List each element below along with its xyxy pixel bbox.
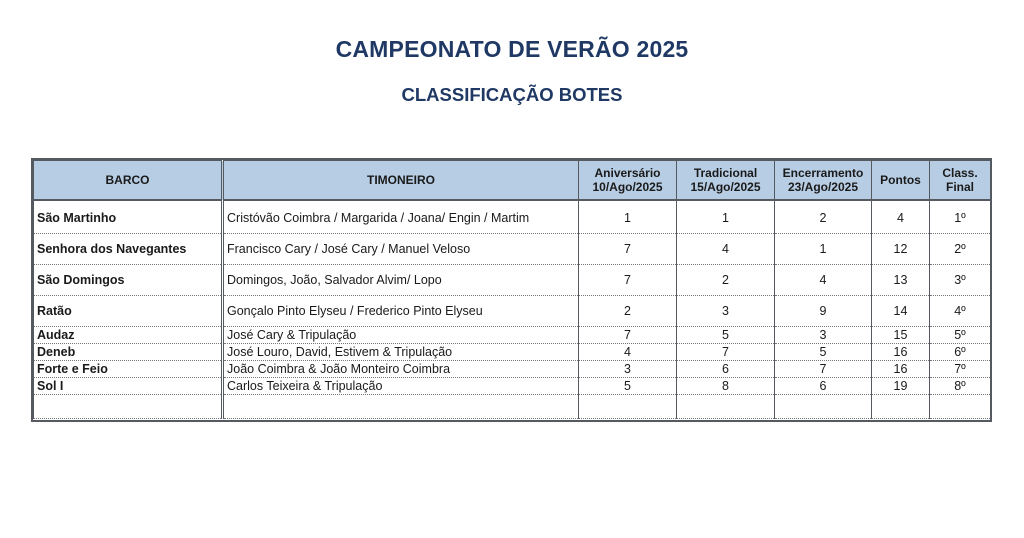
table-header-row (34, 161, 991, 201)
cell-classificacao: 2º (930, 234, 991, 265)
cell-barco: Deneb (34, 344, 223, 361)
cell-timoneiro: José Cary & Tripulação (223, 327, 579, 344)
header-pontos: Pontos (872, 161, 930, 201)
cell-aniversario-empty (579, 395, 677, 419)
cell-pontos-empty (872, 395, 930, 419)
cell-tradicional: 5 (677, 327, 775, 344)
cell-tradicional: 4 (677, 234, 775, 265)
cell-timoneiro-empty (223, 395, 579, 419)
header-encerramento-date: 23/Ago/2025 (787, 180, 859, 194)
cell-pontos: 16 (872, 344, 930, 361)
cell-barco: Sol I (34, 378, 223, 395)
cell-aniversario: 7 (579, 327, 677, 344)
cell-encerramento: 5 (775, 344, 872, 361)
cell-encerramento: 7 (775, 361, 872, 378)
cell-classificacao: 4º (930, 296, 991, 327)
header-classificacao-label: Class. (942, 166, 978, 180)
table-row (34, 265, 991, 296)
cell-classificacao: 5º (930, 327, 991, 344)
cell-aniversario: 3 (579, 361, 677, 378)
table-row (34, 200, 991, 234)
cell-pontos: 19 (872, 378, 930, 395)
cell-encerramento: 4 (775, 265, 872, 296)
cell-aniversario: 7 (579, 265, 677, 296)
header-classificacao (930, 161, 991, 201)
cell-encerramento-empty (775, 395, 872, 419)
cell-aniversario: 2 (579, 296, 677, 327)
header-aniversario (579, 161, 677, 201)
cell-tradicional: 3 (677, 296, 775, 327)
cell-barco: Audaz (34, 327, 223, 344)
cell-pontos: 14 (872, 296, 930, 327)
cell-pontos: 16 (872, 361, 930, 378)
cell-tradicional-empty (677, 395, 775, 419)
header-tradicional (677, 161, 775, 201)
cell-classificacao-empty (930, 395, 991, 419)
table-row (34, 378, 991, 395)
cell-aniversario: 7 (579, 234, 677, 265)
header-encerramento (775, 161, 872, 201)
cell-classificacao: 7º (930, 361, 991, 378)
cell-encerramento: 3 (775, 327, 872, 344)
table-row (34, 344, 991, 361)
cell-barco: Ratão (34, 296, 223, 327)
cell-tradicional: 8 (677, 378, 775, 395)
cell-tradicional: 2 (677, 265, 775, 296)
header-barco: BARCO (34, 161, 223, 201)
cell-timoneiro: Francisco Cary / José Cary / Manuel Veloso (223, 234, 579, 265)
cell-encerramento: 9 (775, 296, 872, 327)
cell-pontos: 12 (872, 234, 930, 265)
cell-timoneiro: Carlos Teixeira & Tripulação (223, 378, 579, 395)
header-timoneiro: TIMONEIRO (223, 161, 579, 201)
table-row (34, 234, 991, 265)
cell-tradicional: 6 (677, 361, 775, 378)
header-aniversario-date: 10/Ago/2025 (592, 180, 663, 194)
cell-timoneiro: Cristóvão Coimbra / Margarida / Joana/ Engin / Martim (223, 200, 579, 234)
standings-table-frame (31, 158, 992, 422)
cell-aniversario: 4 (579, 344, 677, 361)
cell-barco: São Martinho (34, 200, 223, 234)
cell-timoneiro: Domingos, João, Salvador Alvim/ Lopo (223, 265, 579, 296)
cell-classificacao: 1º (930, 200, 991, 234)
page-subtitle: CLASSIFICAÇÃO BOTES (401, 84, 623, 105)
header-aniversario-label: Aniversário (594, 166, 661, 180)
table-row (34, 361, 991, 378)
cell-timoneiro: Gonçalo Pinto Elyseu / Frederico Pinto Elyseu (223, 296, 579, 327)
cell-barco: Senhora dos Navegantes (34, 234, 223, 265)
cell-timoneiro: João Coimbra & João Monteiro Coimbra (223, 361, 579, 378)
cell-pontos: 4 (872, 200, 930, 234)
table-row (34, 327, 991, 344)
cell-pontos: 13 (872, 265, 930, 296)
header-tradicional-date: 15/Ago/2025 (690, 180, 761, 194)
cell-barco: Forte e Feio (34, 361, 223, 378)
cell-barco-empty (34, 395, 223, 419)
cell-barco: São Domingos (34, 265, 223, 296)
standings-table (33, 160, 991, 419)
header-classificacao-final: Final (945, 180, 974, 194)
cell-pontos: 15 (872, 327, 930, 344)
table-row (34, 296, 991, 327)
header-encerramento-label: Encerramento (782, 166, 864, 180)
cell-encerramento: 2 (775, 200, 872, 234)
page-title: CAMPEONATO DE VERÃO 2025 (335, 36, 689, 62)
cell-tradicional: 7 (677, 344, 775, 361)
cell-aniversario: 1 (579, 200, 677, 234)
header-tradicional-label: Tradicional (693, 166, 758, 180)
cell-classificacao: 8º (930, 378, 991, 395)
cell-classificacao: 6º (930, 344, 991, 361)
cell-encerramento: 6 (775, 378, 872, 395)
table-row-empty (34, 395, 991, 419)
cell-timoneiro: José Louro, David, Estivem & Tripulação (223, 344, 579, 361)
cell-tradicional: 1 (677, 200, 775, 234)
cell-aniversario: 5 (579, 378, 677, 395)
cell-encerramento: 1 (775, 234, 872, 265)
cell-classificacao: 3º (930, 265, 991, 296)
